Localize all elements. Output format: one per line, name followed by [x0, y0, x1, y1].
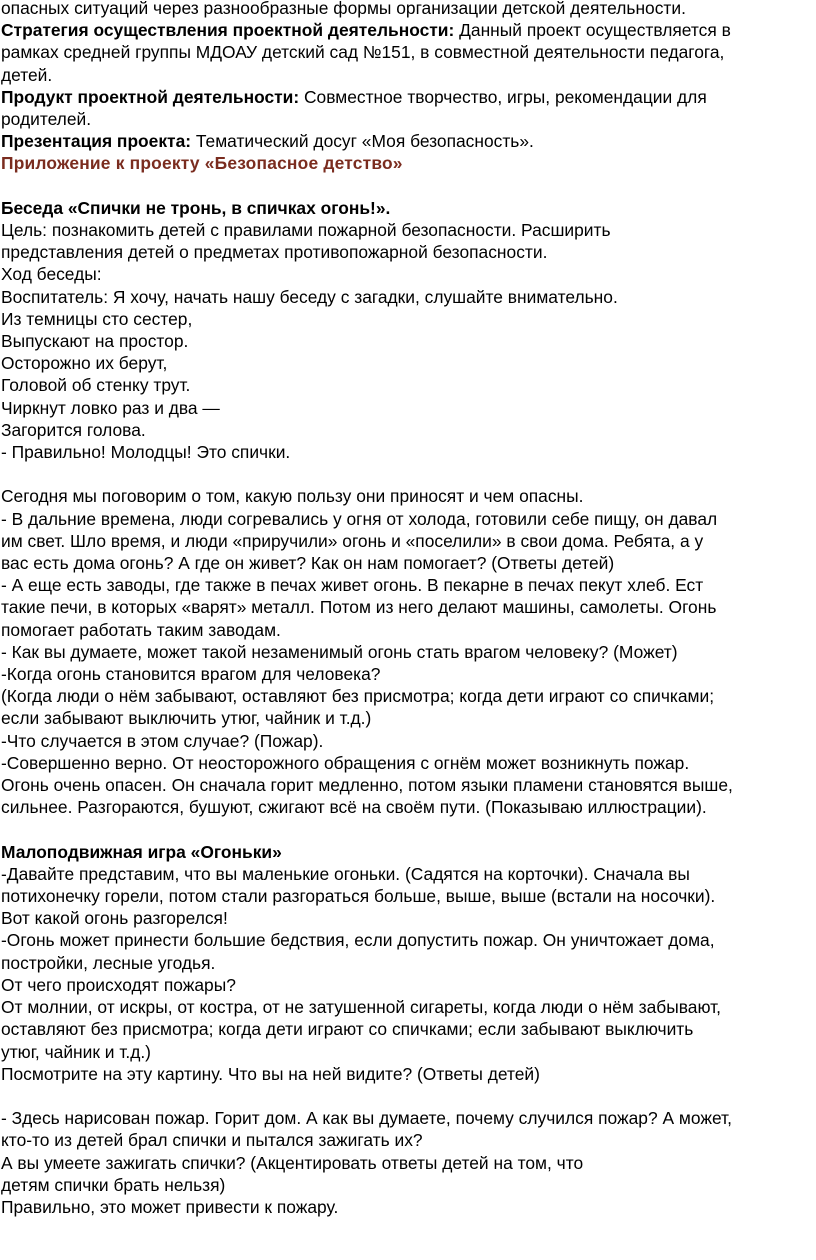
- text-line: постройки, лесные угодья.: [1, 952, 216, 973]
- text-line: -Давайте представим, что вы маленькие огоньки. (Садятся на корточки). Сначала вы: [1, 863, 690, 884]
- text-line: - Правильно! Молодцы! Это спички.: [1, 442, 291, 463]
- text-line: От чего происходят пожары?: [1, 974, 236, 995]
- strategy-text-line: детей.: [1, 64, 53, 85]
- intro-line: опасных ситуаций через разнообразные формы организации детской деятельности.: [1, 0, 686, 18]
- text-line: - В дальние времена, люди согревались у огня от холода, готовили себе пищу, он давал: [1, 508, 718, 529]
- text-line: -Совершенно верно. От неосторожного обращения с огнём может возникнуть пожар.: [1, 752, 690, 773]
- presentation-text: Тематический досуг «Моя безопасность».: [191, 131, 534, 152]
- text-line: представления детей о предметах противопожарной безопасности.: [1, 242, 548, 263]
- text-line: Вот какой огонь разгорелся!: [1, 908, 228, 929]
- strategy-label: Стратегия осуществления проектной деятельности:: [1, 20, 455, 41]
- text-line: Огонь очень опасен. Он сначала горит медленно, потом языки пламени становятся выше,: [1, 775, 733, 796]
- presentation-label: Презентация проекта:: [1, 131, 192, 152]
- text-line: сильнее. Разгораются, бушуют, сжигают всё на своём пути. (Показываю иллюстрации).: [1, 797, 707, 818]
- appendix-title: Приложение к проекту «Безопасное детство»: [1, 153, 403, 174]
- text-line: детям спички брать нельзя): [1, 1174, 226, 1195]
- strategy-text: Данный проект осуществляется в: [454, 20, 731, 41]
- spacer: [1, 818, 812, 840]
- text-line: - Здесь нарисован пожар. Горит дом. А как вы думаете, почему случился пожар? А может,: [1, 1108, 732, 1129]
- text-line: Ход беседы:: [1, 264, 102, 285]
- text-line: Посмотрите на эту картину. Что вы на ней видите? (Ответы детей): [1, 1063, 540, 1084]
- text-line: кто-то из детей брал спички и пытался зажигать их?: [1, 1130, 423, 1151]
- text-line: потихонечку горели, потом стали разгораться больше, выше, выше (встали на носочки).: [1, 886, 716, 907]
- game-heading: Малоподвижная игра «Огоньки»: [1, 841, 282, 862]
- conversation-heading: Беседа «Спички не тронь, в спичках огонь!».: [1, 197, 391, 218]
- text-line: -Когда огонь становится врагом для человека?: [1, 664, 381, 685]
- presentation-paragraph: [1, 130, 812, 152]
- text-line: А вы умеете зажигать спички? (Акцентировать ответы детей на том, что: [1, 1152, 584, 1173]
- product-label: Продукт проектной деятельности:: [1, 86, 300, 107]
- strategy-text-line: рамках средней группы МДОАУ детский сад №151, в совместной деятельности педагога,: [1, 42, 725, 63]
- text-line: От молнии, от искры, от костра, от не затушенной сигареты, когда люди о нём забывают,: [1, 997, 721, 1018]
- product-text-line: родителей.: [1, 109, 92, 130]
- riddle-line: Из темницы сто сестер,: [1, 308, 193, 329]
- text-line: оставляют без присмотра; когда дети играют со спичками; если забывают выключить: [1, 1019, 694, 1040]
- text-line: - А еще есть заводы, где также в печах живет огонь. В пекарне в печах пекут хлеб. Ест: [1, 575, 704, 596]
- text-line: -Что случается в этом случае? (Пожар).: [1, 730, 324, 751]
- riddle-line: Загорится голова.: [1, 419, 146, 440]
- text-line: Цель: познакомить детей с правилами пожарной безопасности. Расширить: [1, 220, 611, 241]
- text-line: -Огонь может принести большие бедствия, если допустить пожар. Он уничтожает дома,: [1, 930, 715, 951]
- strategy-paragraph: [1, 19, 812, 41]
- riddle-line: Выпускают на простор.: [1, 331, 189, 352]
- text-line: - Как вы думаете, может такой незаменимый огонь стать врагом человеку? (Может): [1, 641, 678, 662]
- text-line: Сегодня мы поговорим о том, какую пользу они приносят и чем опасны.: [1, 486, 584, 507]
- riddle-line: Головой об стенку трут.: [1, 375, 191, 396]
- conversation-block-2: [1, 485, 812, 818]
- riddle-line: Чиркнут ловко раз и два —: [1, 397, 220, 418]
- game-block-2: [1, 1107, 812, 1218]
- text-line: помогает работать таким заводам.: [1, 619, 281, 640]
- text-line: такие печи, в которых «варят» металл. Потом из него делают машины, самолеты. Огонь: [1, 597, 717, 618]
- game-block: [1, 863, 812, 1085]
- product-text: Совместное творчество, игры, рекомендации для: [299, 86, 707, 107]
- text-line: им свет. Шло время, и люди «приручили» огонь и «поселили» в свои дома. Ребята, а у: [1, 530, 704, 551]
- riddle-line: Осторожно их берут,: [1, 353, 168, 374]
- text-line: вас есть дома огонь? А где он живет? Как он нам помогает? (Ответы детей): [1, 553, 615, 574]
- spacer: [1, 463, 812, 485]
- text-line: Правильно, это может привести к пожару.: [1, 1196, 339, 1217]
- text-line: если забывают выключить утюг, чайник и т.д.): [1, 708, 372, 729]
- product-paragraph: [1, 86, 812, 108]
- spacer: [1, 1085, 812, 1107]
- text-line: (Когда люди о нём забывают, оставляют без присмотра; когда дети играют со спичками;: [1, 686, 715, 707]
- text-line: утюг, чайник и т.д.): [1, 1041, 151, 1062]
- text-line: Воспитатель: Я хочу, начать нашу беседу с загадки, слушайте внимательно.: [1, 286, 618, 307]
- conversation-block: [1, 219, 812, 463]
- spacer: [1, 175, 812, 197]
